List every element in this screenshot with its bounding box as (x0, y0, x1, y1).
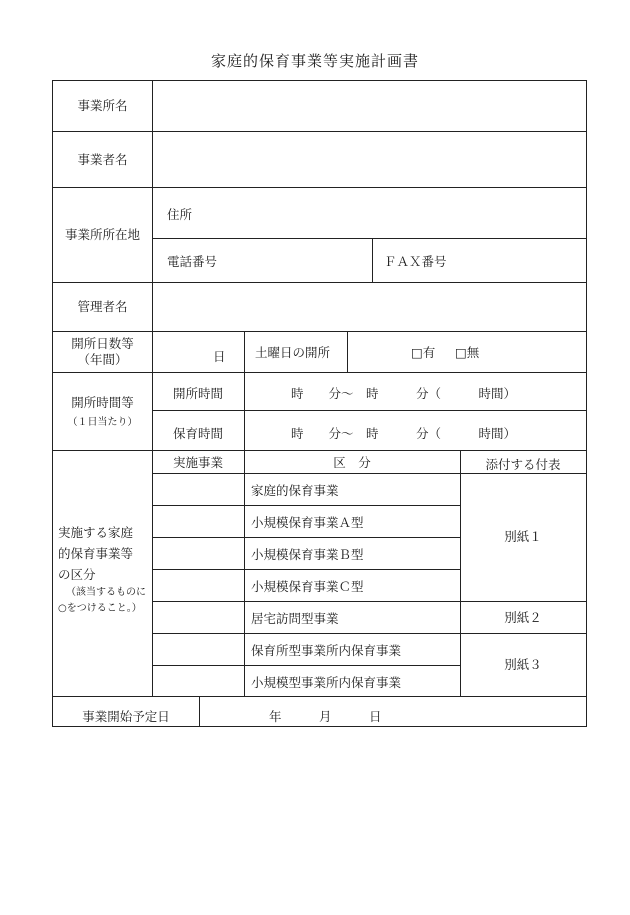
row-divider (152, 410, 586, 411)
implementation-cell[interactable] (153, 538, 244, 569)
business-type-item: 小規模型事業所内保育事業 (251, 675, 402, 690)
open-hours-label (53, 394, 152, 432)
office-location-label: 事業所所在地 (64, 227, 140, 242)
implementation-cell[interactable] (153, 634, 244, 665)
col-category-header: 区 分 (333, 455, 371, 470)
office-name-label: 事業所名 (77, 98, 128, 113)
business-type-item: 小規模保育事業Ｃ型 (251, 579, 364, 594)
start-date-label: 事業開始予定日 (82, 709, 170, 724)
saturday-no-checkbox[interactable]: □無 (455, 345, 480, 360)
implementation-cell[interactable] (153, 506, 244, 537)
business-type-item: 家庭的保育事業 (251, 483, 339, 498)
open-days-field[interactable] (153, 332, 211, 372)
column-divider (372, 238, 373, 282)
start-date-field[interactable]: 年 月 日 (269, 709, 382, 724)
business-type-item: 保育所型事業所内保育事業 (251, 643, 402, 658)
open-days-label-line1: 開所日数等 (71, 336, 134, 351)
category-label-line1: 実施する家庭 (58, 525, 134, 540)
care-time-label: 保育時間 (172, 426, 223, 441)
business-type-item: 小規模保育事業Ａ型 (251, 515, 364, 530)
col-implementation-header: 実施事業 (172, 455, 223, 470)
saturday-yes-checkbox[interactable]: □有 (411, 345, 436, 360)
row-divider (53, 696, 586, 697)
address-field[interactable] (203, 188, 586, 238)
open-hours-label-line1: 開所時間等 (71, 395, 134, 410)
manager-name-label: 管理者名 (77, 299, 128, 314)
column-divider (347, 331, 348, 372)
category-label-line3: の区分 (58, 567, 96, 582)
open-days-label (53, 336, 152, 368)
phone-label: 電話番号 (167, 254, 218, 269)
column-divider (244, 450, 245, 696)
opening-time-label: 開所時間 (172, 386, 223, 401)
manager-name-field[interactable] (153, 283, 586, 331)
operator-name-label: 事業者名 (77, 152, 128, 167)
category-label (58, 522, 146, 617)
fax-label: ＦＡＸ番号 (384, 254, 447, 269)
address-label: 住所 (167, 207, 193, 222)
office-name-field[interactable] (153, 81, 586, 131)
row-divider (53, 450, 586, 451)
phone-field[interactable] (233, 239, 372, 282)
operator-name-field[interactable] (153, 132, 586, 187)
opening-time-field[interactable]: 時 分～ 時 分（ 時間） (291, 386, 517, 401)
day-unit: 日 (213, 349, 226, 364)
col-attachment-header: 添付する付表 (485, 457, 561, 472)
document-title: 家庭的保育事業等実施計画書 (210, 52, 419, 70)
business-type-item: 居宅訪問型事業 (251, 611, 339, 626)
open-days-label-line2: （年間） (77, 352, 128, 367)
category-note-line2: ○をつけること。） (58, 603, 142, 614)
row-divider (53, 372, 586, 373)
care-time-field[interactable]: 時 分～ 時 分（ 時間） (291, 426, 517, 441)
implementation-cell[interactable] (153, 570, 244, 601)
saturday-opening-label: 土曜日の開所 (255, 345, 331, 360)
category-label-line2: 的保育事業等 (58, 546, 134, 561)
fax-field[interactable] (453, 239, 586, 282)
implementation-cell[interactable] (153, 602, 244, 633)
open-hours-label-line2: （１日当たり） (67, 417, 138, 428)
column-divider (244, 331, 245, 450)
row-divider (53, 331, 586, 332)
attachment-label: 別紙１ (504, 529, 542, 544)
implementation-cell[interactable] (153, 666, 244, 696)
implementation-cell[interactable] (153, 474, 244, 505)
plan-form-table (52, 80, 587, 727)
column-divider (199, 696, 200, 726)
business-type-item: 小規模保育事業Ｂ型 (251, 547, 364, 562)
attachment-label: 別紙３ (504, 657, 542, 672)
category-note-line1: （該当するものに (66, 587, 146, 598)
attachment-label: 別紙２ (504, 610, 542, 625)
